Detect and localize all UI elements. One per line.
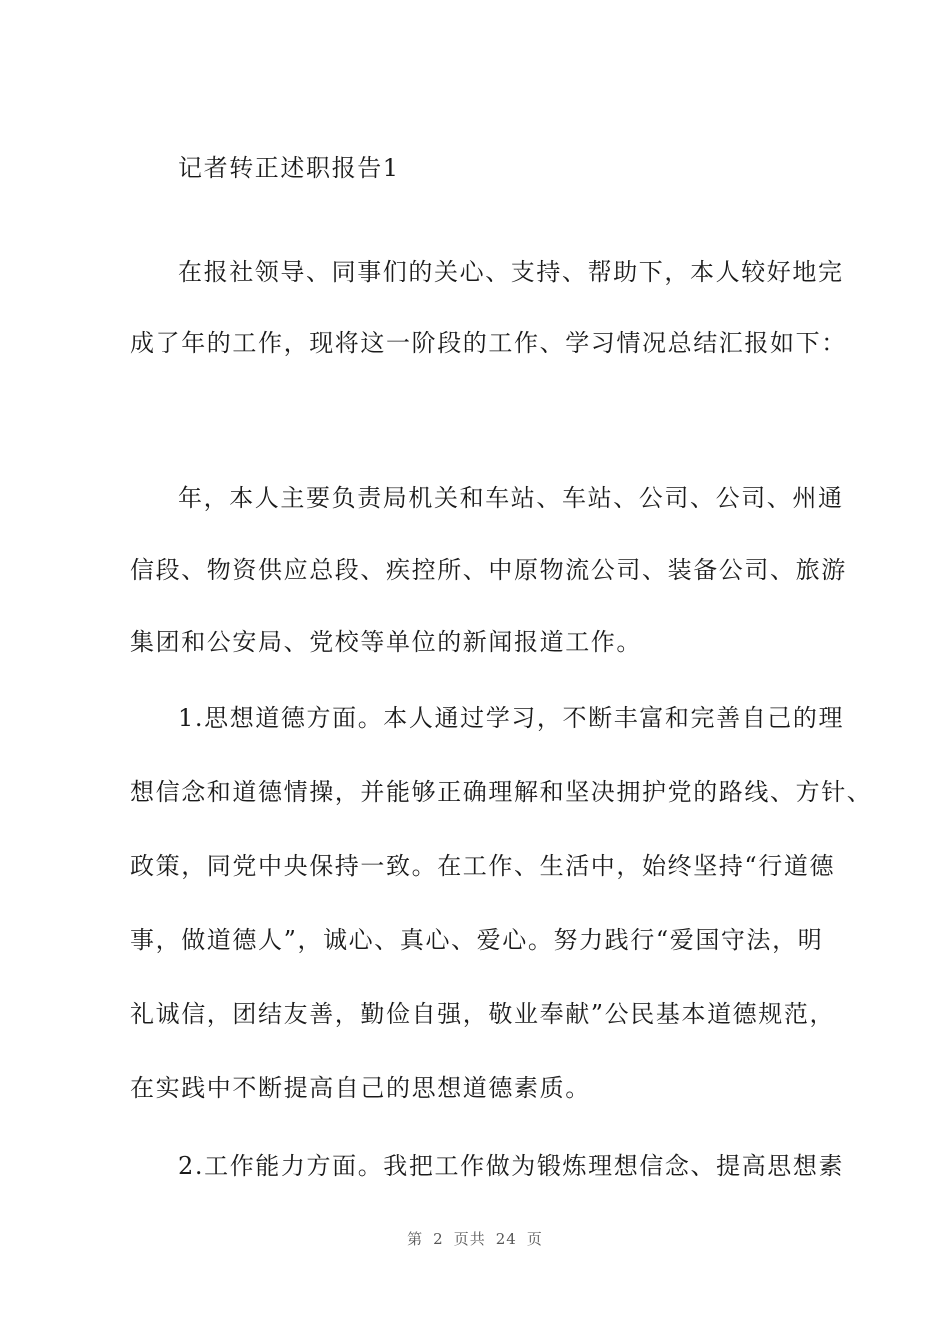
footer-page-number: 2 bbox=[433, 1230, 444, 1248]
document-title: 记者转正述职报告1 bbox=[178, 154, 400, 182]
paragraph-line: 年，本人主要负责局机关和车站、车站、公司、公司、州通 bbox=[178, 484, 844, 512]
paragraph-line: 信段、物资供应总段、疾控所、中原物流公司、装备公司、旅游 bbox=[130, 556, 847, 584]
paragraph-line: 礼诚信，团结友善，勤俭自强，敬业奉献”公民基本道德规范， bbox=[130, 1000, 836, 1028]
footer-prefix: 第 bbox=[407, 1230, 424, 1248]
paragraph-line: 2.工作能力方面。我把工作做为锻炼理想信念、提高思想素 bbox=[178, 1152, 845, 1180]
footer-suffix: 页 bbox=[526, 1230, 543, 1248]
paragraph-line: 在实践中不断提高自己的思想道德素质。 bbox=[130, 1074, 591, 1102]
paragraph-line: 政策，同党中央保持一致。在工作、生活中，始终坚持“行道德 bbox=[130, 852, 836, 880]
paragraph-line: 事，做道德人”，诚心、真心、爱心。努力践行“爱国守法，明 bbox=[130, 926, 824, 954]
paragraph-line: 在报社领导、同事们的关心、支持、帮助下，本人较好地完 bbox=[178, 258, 844, 286]
paragraph-line: 1.思想道德方面。本人通过学习，不断丰富和完善自己的理 bbox=[178, 704, 845, 732]
footer-middle: 页共 bbox=[453, 1230, 486, 1248]
paragraph-line: 成了年的工作，现将这一阶段的工作、学习情况总结汇报如下： bbox=[130, 329, 847, 357]
paragraph-line: 想信念和道德情操，并能够正确理解和坚决拥护党的路线、方针、 bbox=[130, 778, 873, 806]
footer-total-pages: 24 bbox=[495, 1230, 517, 1248]
paragraph-line: 集团和公安局、党校等单位的新闻报道工作。 bbox=[130, 628, 642, 656]
page-footer bbox=[0, 1228, 950, 1249]
